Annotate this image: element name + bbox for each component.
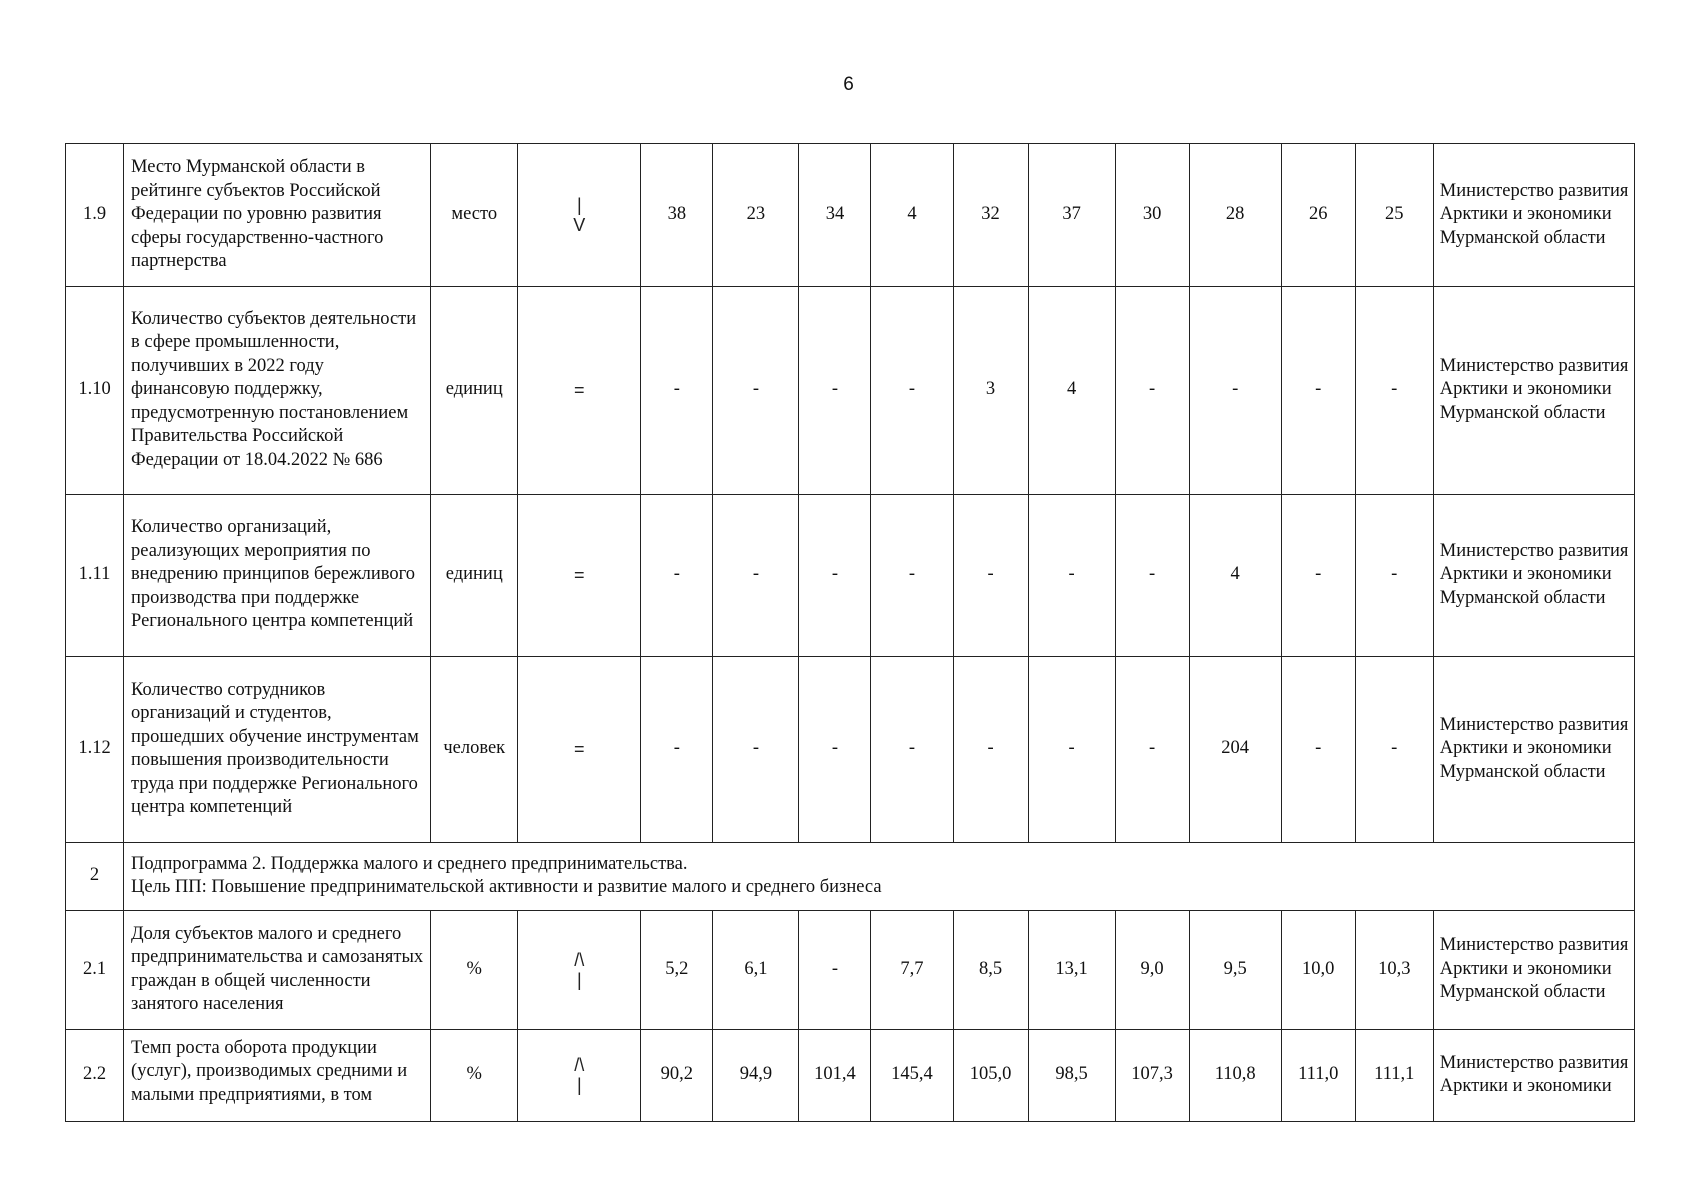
value-cell: 23 — [713, 144, 799, 287]
direction-cell — [518, 286, 641, 494]
value-cell: - — [871, 286, 953, 494]
value-cell: - — [1355, 286, 1433, 494]
subprogram-title: Подпрограмма 2. Поддержка малого и среднего предпринимательства. — [131, 853, 688, 874]
direction-symbol: /\ — [574, 1055, 585, 1075]
unit-cell: единиц — [431, 286, 518, 494]
table-row — [66, 656, 1635, 842]
value-cell: - — [1355, 656, 1433, 842]
row-number: 1.12 — [66, 656, 124, 842]
value-cell: 32 — [953, 144, 1028, 287]
table-row — [66, 144, 1635, 287]
value-cell: - — [1115, 286, 1189, 494]
value-cell: - — [1281, 656, 1355, 842]
responsible-cell: Министерство развития Арктики и экономики Мурманской области — [1433, 144, 1634, 287]
responsible-cell: Министерство развития Арктики и экономики Мурманской области — [1433, 910, 1634, 1029]
value-cell: - — [713, 656, 799, 842]
direction-cell — [518, 1029, 641, 1121]
value-cell: - — [641, 286, 713, 494]
value-cell: - — [1028, 656, 1115, 842]
indicator-name: Количество сотрудников организаций и студентов, прошедших обучение инструментам повышения производительности труда при поддержке Регионального центра компетенций — [124, 656, 431, 842]
value-cell: 9,5 — [1189, 910, 1281, 1029]
indicator-name: Доля субъектов малого и среднего предпринимательства и самозанятых граждан в общей численности занятого населения — [124, 910, 431, 1029]
value-cell: - — [799, 286, 871, 494]
value-cell: - — [713, 494, 799, 656]
value-cell: - — [1355, 494, 1433, 656]
value-cell: 9,0 — [1115, 910, 1189, 1029]
direction-symbol: | — [576, 194, 582, 215]
direction-symbol: V — [573, 214, 586, 235]
value-cell: 26 — [1281, 144, 1355, 287]
value-cell: 111,1 — [1355, 1029, 1433, 1121]
subprogram-goal: Цель ПП: Повышение предпринимательской активности и развитие малого и среднего бизнеса — [131, 877, 882, 897]
value-cell: 101,4 — [799, 1029, 871, 1121]
value-cell: 145,4 — [871, 1029, 953, 1121]
value-cell: - — [953, 494, 1028, 656]
responsible-cell: Министерство развития Арктики и экономики Мурманской области — [1433, 286, 1634, 494]
value-cell: 4 — [1189, 494, 1281, 656]
value-cell: 204 — [1189, 656, 1281, 842]
value-cell: 3 — [953, 286, 1028, 494]
value-cell: - — [1115, 656, 1189, 842]
value-cell: - — [799, 494, 871, 656]
responsible-cell: Министерство развития Арктики и экономики Мурманской области — [1433, 494, 1634, 656]
value-cell: 105,0 — [953, 1029, 1028, 1121]
direction-symbol: = — [574, 565, 585, 585]
value-cell: 98,5 — [1028, 1029, 1115, 1121]
row-number: 1.11 — [66, 494, 124, 656]
row-number: 2.2 — [66, 1029, 124, 1121]
unit-cell: единиц — [431, 494, 518, 656]
direction-cell — [518, 656, 641, 842]
direction-symbol: = — [574, 739, 585, 759]
value-cell: 5,2 — [641, 910, 713, 1029]
subprogram-heading — [124, 842, 1635, 910]
value-cell: 90,2 — [641, 1029, 713, 1121]
direction-cell — [518, 144, 641, 287]
value-cell: - — [1189, 286, 1281, 494]
page-number: 6 — [843, 74, 854, 95]
value-cell: 34 — [799, 144, 871, 287]
indicator-name: Место Мурманской области в рейтинге субъектов Российской Федерации по уровню развития сферы государственно-частного партнерства — [124, 144, 431, 287]
value-cell: 111,0 — [1281, 1029, 1355, 1121]
table-row — [66, 1029, 1635, 1121]
direction-symbol: | — [576, 1075, 582, 1095]
subprogram-row — [66, 842, 1635, 910]
direction-cell — [518, 494, 641, 656]
direction-symbol: = — [574, 380, 585, 400]
responsible-cell: Министерство развития Арктики и экономики Мурманской области — [1433, 656, 1634, 842]
unit-cell: человек — [431, 656, 518, 842]
unit-cell: % — [431, 910, 518, 1029]
value-cell: 6,1 — [713, 910, 799, 1029]
value-cell: 10,3 — [1355, 910, 1433, 1029]
value-cell: - — [799, 656, 871, 842]
value-cell: 110,8 — [1189, 1029, 1281, 1121]
indicator-name-cell — [124, 1029, 431, 1121]
value-cell: 38 — [641, 144, 713, 287]
value-cell: - — [1281, 494, 1355, 656]
value-cell: - — [1281, 286, 1355, 494]
value-cell: 30 — [1115, 144, 1189, 287]
value-cell: 94,9 — [713, 1029, 799, 1121]
table-row — [66, 286, 1635, 494]
value-cell: - — [641, 656, 713, 842]
direction-symbol: /\ — [574, 949, 585, 970]
table-row — [66, 910, 1635, 1029]
value-cell: 4 — [1028, 286, 1115, 494]
row-number: 1.9 — [66, 144, 124, 287]
value-cell: 25 — [1355, 144, 1433, 287]
value-cell: 8,5 — [953, 910, 1028, 1029]
indicator-name: Темп роста оборота продукции (услуг), производимых средними и малыми предприятиями, в том — [131, 1037, 408, 1105]
value-cell: - — [953, 656, 1028, 842]
indicator-name: Количество организаций, реализующих мероприятия по внедрению принципов бережливого производства при поддержке Регионального центра компетенций — [124, 494, 431, 656]
row-number: 1.10 — [66, 286, 124, 494]
value-cell: 13,1 — [1028, 910, 1115, 1029]
indicator-name: Количество субъектов деятельности в сфере промышленности, получивших в 2022 году финансовую поддержку, предусмотренную постановлением Правительства Российской Федерации от 18.04.2022 № 686 — [124, 286, 431, 494]
direction-symbol: | — [576, 969, 582, 990]
unit-cell: место — [431, 144, 518, 287]
value-cell: 10,0 — [1281, 910, 1355, 1029]
value-cell: - — [1028, 494, 1115, 656]
indicators-table — [65, 143, 1635, 1122]
value-cell: - — [871, 656, 953, 842]
value-cell: 28 — [1189, 144, 1281, 287]
value-cell: - — [713, 286, 799, 494]
row-number: 2 — [66, 842, 124, 910]
value-cell: 107,3 — [1115, 1029, 1189, 1121]
value-cell: 4 — [871, 144, 953, 287]
table-row — [66, 494, 1635, 656]
row-number: 2.1 — [66, 910, 124, 1029]
value-cell: - — [799, 910, 871, 1029]
value-cell: 7,7 — [871, 910, 953, 1029]
value-cell: 37 — [1028, 144, 1115, 287]
direction-cell — [518, 910, 641, 1029]
value-cell: - — [871, 494, 953, 656]
unit-cell: % — [431, 1029, 518, 1121]
value-cell: - — [1115, 494, 1189, 656]
value-cell: - — [641, 494, 713, 656]
responsible-cell: Министерство развития Арктики и экономики — [1433, 1029, 1634, 1121]
